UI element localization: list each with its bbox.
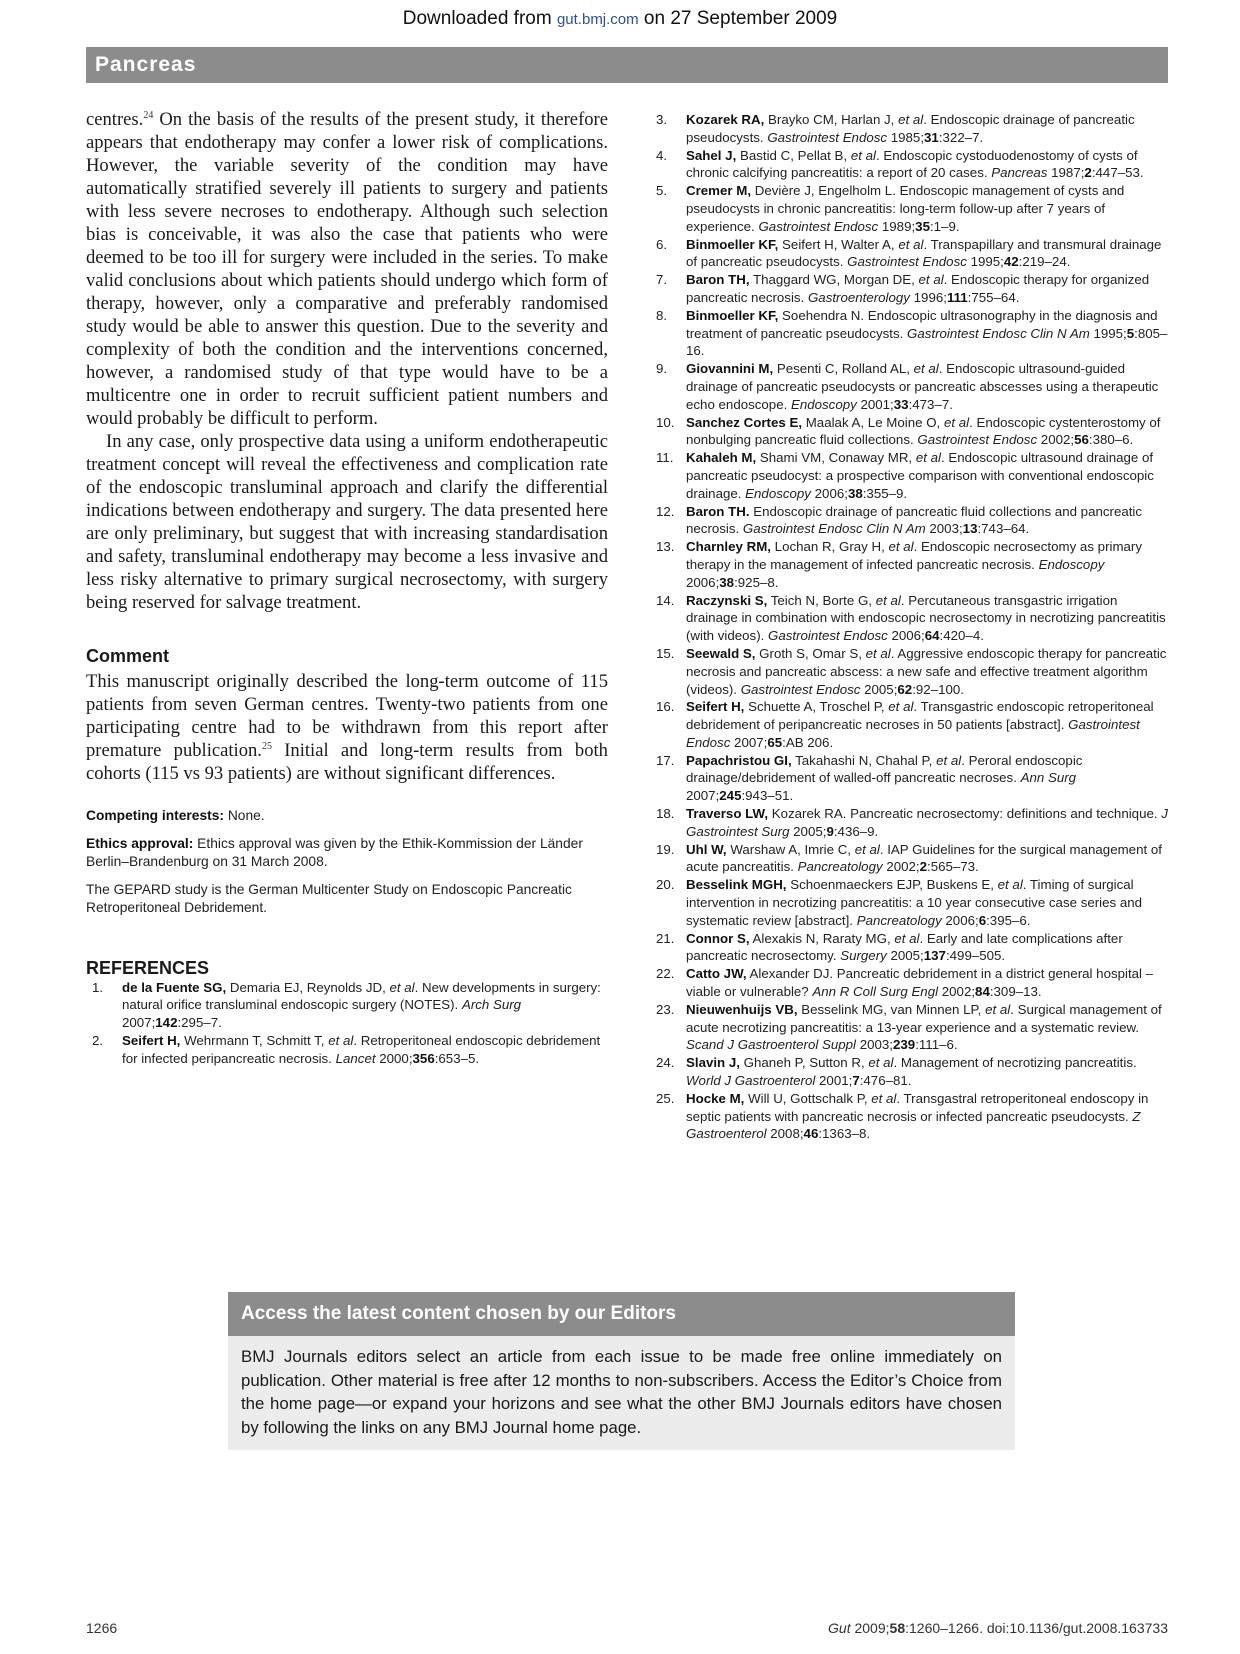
reference-text: . Endoscopic ultrasound-guided drainage of pancreatic pseudocysts or pancreatic abscesses using a therapeutic echo endoscope. (686, 361, 1159, 412)
reference-pages: :1363–8. (818, 1126, 871, 1142)
editors-choice-body: BMJ Journals editors select an article from each issue to be made free online immediately on publication. Other material is free after 12 months to non-subscribers. Access the Editor’s Choice from the home page—or expand your horizons and see what the other BMJ Journals editors have chosen by following the links on any BMJ Journal home page. (241, 1347, 1002, 1437)
reference-number: 7. (656, 272, 668, 288)
reference-number: 18. (656, 806, 675, 822)
reference-pages: :219–24. (1018, 254, 1071, 270)
reference-text: . Transpapillary and transmural drainage of pancreatic pseudocysts. (686, 236, 1162, 270)
reference-item (650, 182, 1168, 235)
reference-author: Seifert H, (686, 699, 745, 715)
reference-author: Slavin J, (686, 1055, 740, 1071)
reference-year: 2008; (766, 1126, 804, 1142)
reference-journal: Gastrointest Endosc (686, 717, 1140, 750)
reference-text: Besselink MG, van Minnen LP, (797, 1001, 986, 1017)
reference-year: 2002; (938, 984, 976, 1000)
reference-pages: :805–16. (686, 325, 1168, 359)
reference-journal: Pancreas (991, 165, 1048, 181)
reference-pages: :309–13. (989, 984, 1042, 1000)
reference-year: 2003; (925, 521, 963, 537)
reference-author: Binmoeller KF, (686, 307, 779, 323)
reference-pages: :420–4. (939, 628, 984, 644)
reference-text: Pesenti C, Rolland AL, (773, 361, 914, 377)
reference-number: 4. (656, 147, 668, 163)
reference-author: Nieuwenhuijs VB, (686, 1001, 798, 1017)
reference-number: 20. (656, 877, 675, 893)
reference-pages: :111–6. (915, 1037, 958, 1053)
reference-author: Connor S, (686, 930, 750, 946)
reference-text: . Peroral endoscopic drainage/debridement of walled-off pancreatic necroses. (686, 752, 1083, 786)
citation-footer: Gut 2009;58:1260–1266. doi:10.1136/gut.2008.163733 (828, 1620, 1168, 1636)
reference-text: . Percutaneous transgastric irrigation drainage in combination with endoscopic necrosectomy in necrotizing pancreatitis (with videos). (686, 592, 1166, 644)
reference-author: Hocke M, (686, 1090, 745, 1106)
reference-text: . Endoscopic ultrasound drainage of pancreatic pseudocyst: a prospective comparison with conventional endoscopic drainage. (686, 450, 1154, 501)
reference-journal: Endoscopy (745, 485, 811, 501)
reference-year: 2005; (860, 681, 898, 697)
reference-year: 2005; (886, 948, 924, 964)
reference-item (650, 645, 1168, 698)
gepard-note: The GEPARD study is the German Multicenter Study on Endoscopic Pancreatic Retroperitoneal Debridement. (86, 881, 572, 915)
reference-number: 16. (656, 699, 675, 715)
reference-volume: 64 (924, 628, 940, 644)
reference-number: 19. (656, 841, 675, 857)
reference-text: . Early and late complications after pancreatic necrosectomy. (686, 930, 1123, 964)
reference-etal: et al (936, 752, 962, 768)
reference-journal: Gastrointest Endosc (847, 254, 967, 270)
reference-etal: et al (898, 236, 924, 252)
reference-pages: :92–100. (912, 681, 964, 697)
reference-volume: 65 (767, 734, 783, 750)
reference-volume: 245 (719, 788, 742, 804)
reference-text: Endoscopic drainage of pancreatic fluid collections and pancreatic necrosis. (686, 503, 1143, 537)
reference-author: Seewald S, (686, 645, 756, 661)
reference-volume: 6 (978, 912, 987, 928)
reference-year: 2005; (789, 823, 827, 839)
reference-volume: 137 (923, 948, 946, 964)
reference-text: Devière J, Engelholm L. Endoscopic management of cysts and pseudocysts in chronic pancreatitis: long-term follow-up after 7 years of experience. (686, 183, 1125, 234)
reference-text: Kozarek RA. Pancreatic necrosectomy: definitions and technique. (768, 806, 1162, 822)
body-paragraph-2: In any case, only prospective data using a uniform endotherapeutic treatment concept will reveal the effectiveness and complication rate of the endoscopic transluminal approach and clarify the differential indications between endotherapy and surgery. The data presented here are only preliminary, but suggest that with increasing standardisation and safety, transluminal endotherapy may become a less invasive and less risky alternative to primary surgical necrosectomy, with surgery being reserved for salvage treatment. (86, 431, 608, 613)
reference-etal: et al (868, 1055, 894, 1071)
reference-journal: Gastrointest Endosc Clin N Am (742, 521, 926, 537)
reference-text: . Timing of surgical intervention in necrotizing pancreatitis: a 10 year consecutive case series and systematic review [abstract]. (686, 877, 1143, 928)
reference-text: . Endoscopic cystoduodenostomy of cysts of chronic calcifying pancreatitis: a report of 20 cases. (686, 147, 1138, 181)
reference-pages: :447–53. (1091, 165, 1144, 181)
reference-item (650, 360, 1168, 413)
reference-journal: Gastroenterology (807, 289, 910, 305)
reference-item (650, 503, 1168, 539)
reference-text: Schoenmaeckers EJP, Buskens E, (786, 877, 998, 893)
reference-item (650, 111, 1168, 147)
reference-pages: :476–81. (859, 1073, 912, 1089)
reference-year: 1989; (878, 218, 916, 234)
reference-etal: et al (875, 592, 901, 608)
download-notice: Downloaded from gut.bmj.com on 27 September 2009 (402, 8, 838, 29)
reference-item (650, 965, 1168, 1001)
reference-number: 15. (656, 645, 675, 661)
reference-journal: World J Gastroenterol (686, 1073, 816, 1089)
reference-journal: Gastrointest Endosc Clin N Am (907, 325, 1090, 341)
download-source-link[interactable]: gut.bmj.com (556, 11, 639, 28)
reference-etal: et al (918, 272, 944, 288)
reference-year: 1987; (1047, 165, 1085, 181)
reference-year: 2001; (856, 396, 894, 412)
reference-item (650, 538, 1168, 591)
reference-year: 1995; (1089, 325, 1127, 341)
reference-year: 2006; (941, 912, 979, 928)
reference-item (650, 147, 1168, 183)
editors-choice-heading: Access the latest content chosen by our Editors (228, 1292, 1015, 1336)
citation-superscript: 24 (143, 110, 154, 121)
reference-author: Catto JW, (686, 966, 747, 982)
reference-etal: et al (871, 1090, 897, 1106)
reference-text: Alexakis N, Raraty MG, (749, 930, 895, 946)
reference-pages: :436–9. (833, 823, 879, 839)
reference-number: 14. (656, 592, 675, 608)
reference-author: Sanchez Cortes E, (686, 414, 803, 430)
reference-pages: :395–6. (986, 912, 1031, 928)
reference-pages: :1–9. (929, 218, 960, 234)
reference-journal: Z Gastroenterol (686, 1108, 1141, 1142)
reference-item (650, 1090, 1168, 1143)
reference-author: Seifert H, (122, 1032, 181, 1048)
reference-etal: et al (985, 1001, 1011, 1017)
reference-text: . Endoscopic cystenterostomy of nonbulging pancreatic fluid collections. (686, 414, 1161, 448)
reference-etal: et al (850, 147, 876, 163)
reference-text: Soehendra N. Endoscopic ultrasonography in the diagnosis and treatment of pancreatic pseudocysts. (686, 307, 1158, 341)
reference-number: 8. (656, 307, 668, 323)
reference-journal: Ann Surg (1020, 770, 1077, 786)
reference-author: Traverso LW, (686, 806, 769, 822)
reference-pages: :473–7. (908, 396, 953, 412)
reference-text: . Aggressive endoscopic therapy for pancreatic necrosis and pancreatic abscess: a new safe and effective treatment algorithm (videos). (686, 645, 1167, 697)
reference-author: Kahaleh M, (686, 450, 757, 466)
reference-year: 2001; (815, 1073, 853, 1089)
reference-text: Seifert H, Walter A, (778, 236, 899, 252)
reference-volume: 142 (155, 1015, 178, 1031)
reference-volume: 239 (893, 1037, 916, 1053)
reference-pages: :AB 206. (782, 734, 834, 750)
reference-journal: Endoscopy (1038, 556, 1105, 572)
reference-number: 5. (656, 183, 668, 199)
reference-number: 22. (656, 966, 675, 982)
reference-text: Ghaneh P, Sutton R, (739, 1055, 869, 1071)
reference-text: Teich N, Borte G, (767, 592, 876, 608)
reference-number: 17. (656, 752, 675, 768)
reference-item (650, 1054, 1168, 1090)
reference-number: 13. (656, 539, 675, 555)
reference-journal: Endoscopy (790, 396, 857, 412)
reference-number: 3. (656, 112, 668, 127)
reference-journal: Pancreatology (856, 912, 942, 928)
left-column (86, 108, 608, 1067)
section-header-bar (86, 47, 1168, 83)
reference-list-left (86, 979, 608, 1068)
reference-text: Will U, Gottschalk P, (744, 1090, 872, 1106)
reference-author: Binmoeller KF, (686, 236, 779, 252)
reference-year: 1995; (966, 254, 1004, 270)
reference-volume: 84 (975, 984, 990, 1000)
reference-etal: et al (898, 112, 924, 127)
reference-volume: 356 (412, 1050, 435, 1066)
reference-volume: 56 (1074, 432, 1089, 448)
reference-text: . Transgastric endoscopic retroperitoneal debridement of peripancreatic necroses in 50 patients [abstract]. (686, 699, 1154, 733)
reference-etal: et al (854, 841, 880, 857)
reference-text: . New developments in surgery: natural orifice transluminal endoscopic surgery (NOTES). (122, 979, 601, 1013)
reference-text: . Endoscopic drainage of pancreatic pseudocysts. (686, 112, 1135, 145)
reference-list-right (650, 111, 1168, 1143)
reference-journal: Scand J Gastroenterol Suppl (686, 1037, 857, 1053)
reference-text: Takahashi N, Chahal P, (791, 752, 937, 768)
reference-year: 2007; (122, 1015, 156, 1031)
reference-text: . IAP Guidelines for the surgical management of acute pancreatitis. (686, 841, 1162, 875)
competing-interests: Competing interests: None. (86, 808, 265, 823)
reference-journal: Arch Surg (461, 997, 522, 1013)
reference-text: . Management of necrotizing pancreatitis. (893, 1055, 1137, 1071)
reference-year: 2007; (730, 734, 768, 750)
reference-number: 9. (656, 361, 668, 377)
reference-journal: Gastrointest Endosc (768, 628, 888, 644)
editors-choice-box (228, 1292, 1015, 1450)
reference-year: 2000; (375, 1050, 413, 1066)
reference-text: . Endoscopic necrosectomy as primary therapy in the management of infected pancreatic necrosis. (686, 539, 1142, 572)
reference-text: . Transgastral retroperitoneal endoscopy in septic patients with pancreatic necrosis or infected pancreatic pseudocysts. (686, 1090, 1149, 1124)
reference-volume: 38 (847, 485, 863, 501)
reference-text: Demaria EJ, Reynolds JD, (226, 979, 390, 995)
reference-etal: et al (888, 699, 914, 715)
reference-item (650, 271, 1168, 307)
reference-item (650, 449, 1168, 502)
reference-journal: Lancet (335, 1050, 376, 1066)
reference-volume: 13 (962, 521, 978, 537)
reference-etal: et al (915, 450, 941, 466)
reference-etal: et al (389, 979, 415, 995)
reference-item (650, 841, 1168, 877)
reference-author: Besselink MGH, (686, 877, 787, 893)
reference-pages: :755–64. (967, 289, 1020, 305)
reference-etal: et al (913, 361, 939, 377)
reference-item (650, 752, 1168, 805)
reference-author: Raczynski S, (686, 592, 768, 608)
reference-journal: Gastrointest Endosc (740, 681, 861, 697)
reference-journal: Gastrointest Endosc (758, 218, 879, 234)
reference-text: Lochan R, Gray H, (770, 539, 889, 555)
reference-item (650, 592, 1168, 645)
reference-pages: :355–9. (862, 485, 908, 501)
reference-year: 2006; (686, 574, 720, 590)
reference-year: 1996; (909, 289, 947, 305)
reference-number: 23. (656, 1001, 675, 1017)
reference-number: 2. (92, 1032, 104, 1048)
reference-year: 1985; (887, 129, 925, 145)
reference-text: . Endoscopic therapy for organized pancreatic necrosis. (686, 272, 1150, 305)
reference-author: de la Fuente SG, (122, 979, 227, 995)
reference-author: Giovannini M, (686, 361, 774, 377)
reference-etal: et al (997, 877, 1023, 893)
reference-number: 12. (656, 503, 675, 519)
reference-item (650, 930, 1168, 966)
reference-volume: 33 (893, 396, 909, 412)
reference-journal: J Gastrointest Surg (686, 806, 1168, 839)
reference-author: Papachristou GI, (686, 752, 792, 768)
reference-pages: :743–64. (977, 521, 1030, 537)
reference-volume: 111 (946, 289, 968, 305)
reference-volume: 46 (803, 1126, 819, 1142)
reference-pages: :943–51. (741, 788, 794, 804)
reference-pages: :499–505. (945, 948, 1006, 964)
reference-pages: :322–7. (938, 129, 984, 145)
body-paragraph-1: centres.$^{24}$ On the basis of the results of the present study, it therefore appears that endotherapy may confer a lower risk of complications. However, the variable severity of the condition may have automatically stratified severely ill patients to surgery and patients with less severe necroses to endotherapy. Although such selection bias is conceivable, it was also the case that patients who were deemed to be too ill for surgery were included in the series. To make valid conclusions about which patients should undergo which form of therapy, however, only a comparative and preferably randomised study would be able to answer this question. Due to the severity and complexity of both the condition and the interventions concerned, however, a randomised study of that type would have to be a multicentre one in order to recruit sufficient patient numbers and would probably be difficult to perform. (86, 109, 608, 429)
reference-volume: 9 (826, 823, 834, 839)
reference-author: Uhl W, (686, 841, 727, 857)
reference-year: 2006; (810, 485, 848, 501)
page-number: 1266 (86, 1620, 118, 1636)
reference-item (86, 1032, 608, 1068)
ethics-approval: Ethics approval: Ethics approval was given by the Ethik-Kommission der Länder Berlin–Brandenburg on 31 March 2008. (86, 835, 583, 869)
reference-text: . Surgical management of acute necrotizing pancreatitis: a 13-year experience and a systematic review. (686, 1001, 1162, 1035)
reference-number: 6. (656, 236, 668, 252)
reference-item (650, 307, 1168, 360)
reference-year: 2003; (856, 1037, 893, 1053)
comment-paragraph: This manuscript originally described the long-term outcome of 115 patients from seven German centres. Twenty-two patients from one participating centre had to be withdrawn from this report after premature publication.$^{25}$ Initial and long-term results from both cohorts (115 vs 93 patients) are without significant differences. (86, 671, 608, 784)
reference-item (650, 876, 1168, 929)
reference-volume: 2 (1084, 165, 1092, 181)
reference-journal: Ann R Coll Surg Engl (812, 984, 939, 1000)
reference-number: 1. (92, 979, 104, 995)
reference-volume: 35 (915, 218, 930, 234)
reference-text: Schuette A, Troschel P, (744, 699, 889, 715)
reference-volume: 42 (1003, 254, 1019, 270)
reference-number: 10. (656, 414, 675, 430)
reference-etal: et al (894, 930, 920, 946)
citation-superscript: 25 (261, 741, 272, 752)
reference-journal: Gastrointest Endosc (917, 432, 1038, 448)
reference-pages: :565–73. (927, 859, 979, 875)
reference-volume: 2 (919, 859, 928, 875)
reference-text: . Retroperitoneal endoscopic debridement for infected peripancreatic necrosis. (122, 1032, 601, 1066)
reference-etal: et al (328, 1032, 354, 1048)
reference-number: 24. (656, 1055, 675, 1071)
reference-pages: :653–5. (434, 1050, 480, 1066)
section-title: Pancreas (95, 53, 197, 76)
reference-author: Baron TH. (686, 503, 750, 519)
reference-item (650, 698, 1168, 751)
reference-year: 2007; (686, 788, 720, 804)
reference-etal: et al (888, 539, 914, 555)
reference-journal: Surgery (840, 948, 887, 964)
reference-item (650, 236, 1168, 272)
reference-text: Shami VM, Conaway MR, (756, 450, 916, 466)
reference-text: Wehrmann T, Schmitt T, (180, 1032, 329, 1048)
reference-volume: 62 (897, 681, 913, 697)
reference-number: 25. (656, 1090, 675, 1106)
reference-author: Kozarek RA, (686, 112, 765, 127)
reference-year: 2002; (1037, 432, 1075, 448)
reference-author: Cremer M, (686, 183, 752, 199)
reference-year: 2006; (887, 628, 925, 644)
reference-etal: et al (865, 645, 891, 661)
reference-year: 2002; (882, 859, 920, 875)
reference-item (86, 979, 608, 1032)
reference-item (650, 1001, 1168, 1054)
reference-volume: 38 (719, 574, 735, 590)
reference-etal: et al (943, 414, 970, 430)
reference-text: Warshaw A, Imrie C, (726, 841, 855, 857)
reference-author: Baron TH, (686, 272, 750, 288)
reference-author: Charnley RM, (686, 539, 771, 555)
reference-number: 21. (656, 930, 675, 946)
reference-pages: :925–8. (734, 574, 779, 590)
right-column (650, 111, 1168, 1143)
reference-volume: 7 (852, 1073, 860, 1089)
comment-heading: Comment (86, 646, 170, 666)
reference-text: Groth S, Omar S, (755, 645, 866, 661)
reference-text: Bastid C, Pellat B, (736, 147, 851, 163)
reference-item (650, 414, 1168, 450)
reference-number: 11. (656, 450, 674, 466)
reference-text: Thaggard WG, Morgan DE, (749, 272, 919, 288)
reference-text: Maalak A, Le Moine O, (802, 414, 944, 430)
references-heading: REFERENCES (86, 957, 210, 978)
reference-volume: 5 (1126, 325, 1135, 341)
reference-journal: Gastrointest Endosc (767, 129, 888, 145)
reference-item (650, 805, 1168, 841)
reference-author: Sahel J, (686, 147, 737, 163)
reference-pages: :380–6. (1088, 432, 1134, 448)
reference-pages: :295–7. (177, 1015, 222, 1031)
reference-text: Brayko CM, Harlan J, (764, 112, 899, 127)
reference-volume: 31 (924, 129, 939, 145)
reference-text: Alexander DJ. Pancreatic debridement in a district general hospital – viable or vulnerable? (686, 966, 1154, 1000)
reference-journal: Pancreatology (797, 859, 883, 875)
